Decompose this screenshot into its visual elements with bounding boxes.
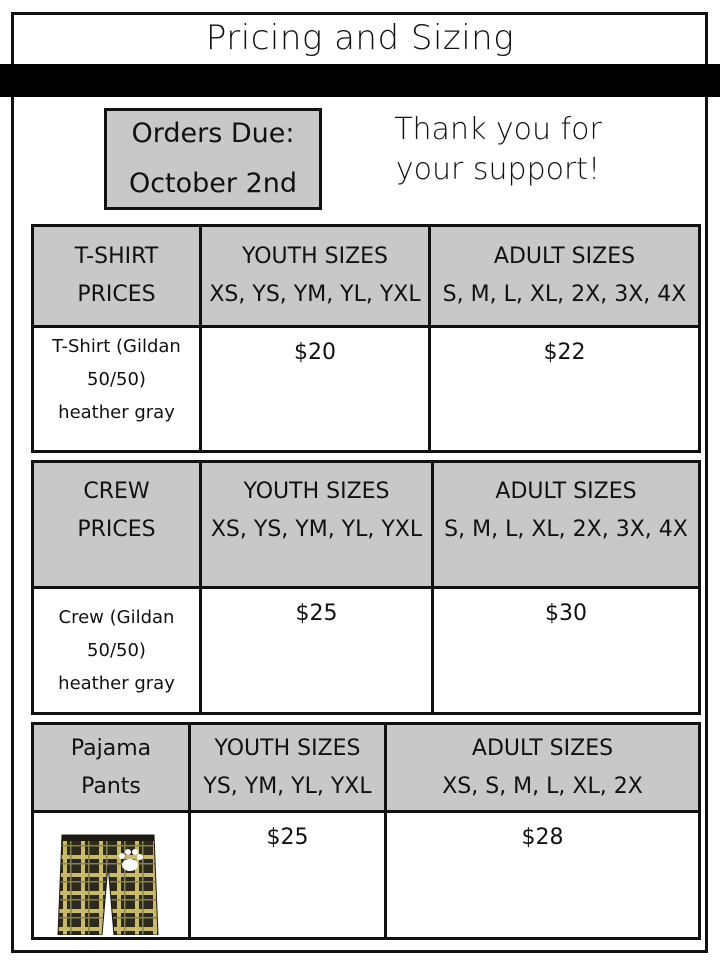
tshirt-adult-price: $22 xyxy=(430,327,700,452)
table-row xyxy=(33,588,700,714)
orders-due-label: Orders Due: xyxy=(131,118,295,149)
adult-sizes-header xyxy=(386,724,700,812)
youth-sizes-header xyxy=(201,226,430,327)
orders-due-box xyxy=(104,108,322,210)
tshirt-header-cell xyxy=(33,226,201,327)
orders-due-date: October 2nd xyxy=(128,168,298,199)
pajama-price-table xyxy=(31,722,701,940)
pajama-youth-price: $25 xyxy=(190,812,386,939)
tshirt-youth-price: $20 xyxy=(201,327,430,452)
header-line: T-SHIRT xyxy=(74,244,159,269)
pajama-pants-image xyxy=(56,831,160,935)
header-line: Pants xyxy=(81,773,141,799)
page-title: Pricing and Sizing xyxy=(205,18,515,58)
youth-sizes-label: YOUTH SIZES xyxy=(243,479,390,504)
youth-sizes-header xyxy=(201,462,433,588)
youth-sizes-list: XS, YS, YM, YL, YXL xyxy=(210,517,423,542)
table-header-row xyxy=(33,724,700,812)
black-divider-bar xyxy=(0,64,720,97)
table-row xyxy=(33,327,700,452)
crew-header-cell xyxy=(33,462,201,588)
item-line: 50/50) xyxy=(87,369,146,390)
thank-you-note xyxy=(378,110,618,190)
adult-sizes-label: ADULT SIZES xyxy=(471,735,614,761)
crew-youth-price: $25 xyxy=(201,588,433,714)
header-line: CREW xyxy=(83,479,150,504)
youth-sizes-label: YOUTH SIZES xyxy=(214,735,361,761)
table-header-row xyxy=(33,462,700,588)
adult-sizes-label: ADULT SIZES xyxy=(493,244,636,269)
pajama-header-cell xyxy=(33,724,190,812)
item-line: T-Shirt (Gildan xyxy=(52,336,181,357)
item-line: Crew (Gildan xyxy=(58,607,175,628)
header-line: Pajama xyxy=(70,735,152,761)
youth-sizes-list: YS, YM, YL, YXL xyxy=(203,773,372,799)
item-line: heather gray xyxy=(58,402,175,423)
adult-sizes-list: S, M, L, XL, 2X, 3X, 4X xyxy=(442,282,687,307)
thank-you-line-2: your support! xyxy=(395,152,601,187)
adult-sizes-header xyxy=(430,226,700,327)
thank-you-line-1: Thank you for xyxy=(394,112,602,147)
youth-sizes-list: XS, YS, YM, YL, YXL xyxy=(209,282,421,307)
youth-sizes-header xyxy=(190,724,386,812)
crew-price-table xyxy=(31,460,701,715)
item-line: 50/50) xyxy=(87,640,146,661)
table-row xyxy=(33,812,700,939)
youth-sizes-label: YOUTH SIZES xyxy=(241,244,389,269)
table-header-row xyxy=(33,226,700,327)
header-line: PRICES xyxy=(77,282,156,307)
pajama-image-cell xyxy=(33,812,190,939)
item-line: heather gray xyxy=(58,673,175,694)
adult-sizes-label: ADULT SIZES xyxy=(495,479,637,504)
crew-item-cell xyxy=(33,588,201,714)
tshirt-price-table xyxy=(31,224,701,453)
adult-sizes-list: XS, S, M, L, XL, 2X xyxy=(442,773,643,799)
header-line: PRICES xyxy=(77,517,156,542)
adult-sizes-list: S, M, L, XL, 2X, 3X, 4X xyxy=(444,517,688,542)
tshirt-item-cell xyxy=(33,327,201,452)
crew-adult-price: $30 xyxy=(433,588,700,714)
adult-sizes-header xyxy=(433,462,700,588)
pajama-adult-price: $28 xyxy=(386,812,700,939)
